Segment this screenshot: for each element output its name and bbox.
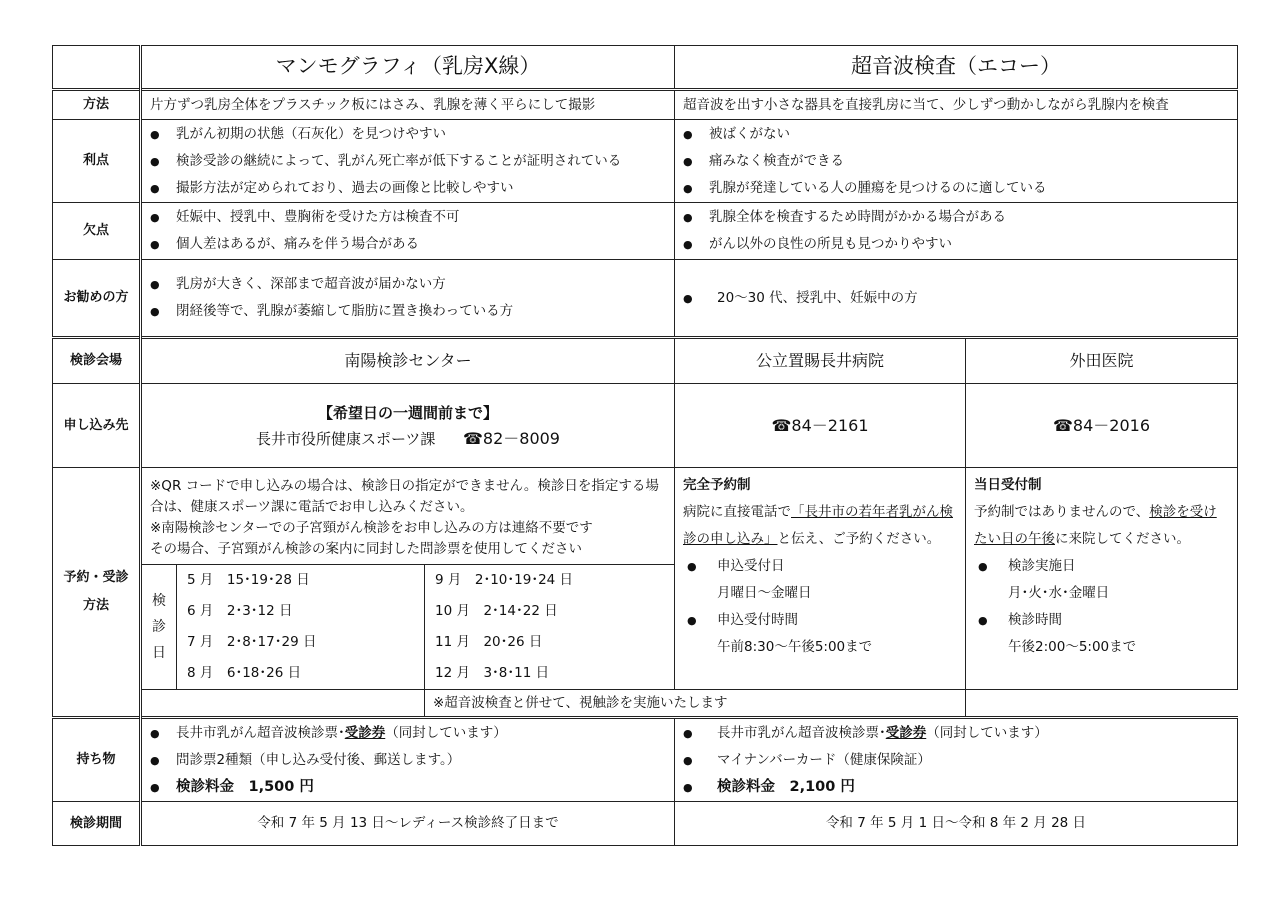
list-item: ● がん以外の良性の所見も見つかりやすい	[683, 231, 1231, 258]
apply-office: 長井市役所健康スポーツ課	[256, 429, 436, 448]
list-item	[683, 720, 1231, 747]
list-item: ● 検診料金 1,500 円	[150, 774, 668, 801]
bring-ticket-underlined: 受診券	[344, 724, 386, 741]
date-row: 11 月 20･26 日	[435, 634, 543, 650]
list-item: ● 乳腺が発達している人の腫瘍を見つけるのに適している	[683, 175, 1231, 202]
bring-ultrasound	[675, 718, 1238, 802]
venue-nanyo: 南陽検診センター	[141, 338, 675, 384]
label-venue: 検診会場	[53, 338, 141, 384]
dates-bottom-spacer	[141, 690, 425, 718]
bring-mammography	[141, 718, 675, 802]
apply-okitama-tel: ☎84－2161	[675, 384, 966, 468]
sotoda-title: 当日受付制	[974, 477, 1042, 493]
exam-day-label	[141, 565, 177, 690]
list-item: ● 検診受診の継続によって、乳がん死亡率が低下することが証明されている	[150, 148, 668, 175]
sotoda-time: 午後2:00～5:00まで	[1008, 639, 1137, 655]
label-bring: 持ち物	[53, 718, 141, 802]
qr-note-2: ※南陽検診センターでの子宮頸がん検診をお申し込みの方は連絡不要です	[150, 520, 593, 536]
okitama-accept-day-label: ● 申込受付日	[683, 553, 957, 580]
qr-note-1: ※QR コードで申し込みの場合は、検診日の指定ができません。検診日を指定する場合は、健康スポーツ課に電話でお申し込みください。	[150, 478, 659, 515]
advantages-ultrasound	[675, 120, 1238, 203]
label-advantages: 利点	[53, 120, 141, 203]
label-period: 検診期間	[53, 802, 141, 846]
sotoda-day-label: ● 検診実施日	[974, 553, 1229, 580]
list-item: ● 乳がん初期の状態（石灰化）を見つけやすい	[150, 121, 668, 148]
label-disadvantages: 欠点	[53, 203, 141, 260]
date-row: 6 月 2･3･12 日	[187, 603, 293, 619]
list-item: ● 乳腺全体を検査するため時間がかかる場合がある	[683, 204, 1231, 231]
venue-okitama: 公立置賜長井病院	[675, 338, 966, 384]
mammography-header: マンモグラフィ（乳房X線）	[141, 46, 675, 90]
list-item: ● 20～30 代、授乳中、妊娠中の方	[683, 285, 1231, 312]
apply-deadline: 【希望日の一週間前まで】	[317, 403, 498, 422]
date-row: 9 月 2･10･19･24 日	[435, 572, 574, 588]
list-item	[150, 720, 668, 747]
apply-office-line	[142, 426, 674, 452]
apply-nanyo	[141, 384, 675, 468]
label-reservation-text: 予約・受診方法	[63, 570, 129, 613]
label-apply: 申し込み先	[53, 384, 141, 468]
method-mammography: 片方ずつ乳房全体をプラスチック板にはさみ、乳腺を薄く平らにして撮影	[141, 90, 675, 120]
okitama-text	[683, 499, 957, 553]
list-item: ● 個人差はあるが、痛みを伴う場合がある	[150, 231, 668, 258]
method-ultrasound: 超音波を出す小さな器具を直接乳房に当て、少しずつ動かしながら乳腺内を検査	[675, 90, 1238, 120]
recommended-ultrasound	[675, 260, 1238, 338]
reservation-okitama	[675, 468, 966, 690]
exam-day-text: 検診日	[152, 593, 166, 661]
sotoda-day: 月･火･水･金曜日	[1008, 585, 1110, 601]
list-item: ● マイナンバーカード（健康保険証）	[683, 747, 1231, 774]
palpation-note: ※超音波検査と併せて、視触診を実施いたします	[425, 690, 966, 718]
list-item: ● 妊娠中、授乳中、豊胸術を受けた方は検査不可	[150, 204, 668, 231]
dates-right	[425, 565, 675, 690]
okitama-accept-day: 月曜日～金曜日	[717, 585, 812, 601]
comparison-table	[52, 45, 1238, 846]
date-row: 7 月 2･8･17･29 日	[187, 634, 317, 650]
disadvantages-mammography	[141, 203, 675, 260]
label-reservation	[53, 468, 141, 718]
sotoda-text-underlined: 検診を受けたい日の午後	[974, 504, 1217, 547]
bring-ticket-text: 長井市乳がん超音波検診票･	[717, 724, 886, 741]
list-item: ● 閉経後等で、乳腺が萎縮して脂肪に置き換わっている方	[150, 298, 668, 325]
date-row: 8 月 6･18･26 日	[187, 665, 302, 681]
apply-office-tel: ☎82－8009	[462, 428, 560, 448]
qr-note	[141, 468, 675, 565]
advantages-mammography	[141, 120, 675, 203]
list-item: ● 問診票2種類（申し込み受付後、郵送します。）	[150, 747, 668, 774]
label-recommended: お勧めの方	[53, 260, 141, 338]
venue-sotoda: 外田医院	[966, 338, 1238, 384]
sotoda-time-label: ● 検診時間	[974, 607, 1229, 634]
sotoda-text	[974, 499, 1229, 553]
okitama-accept-time-label: ● 申込受付時間	[683, 607, 957, 634]
bring-ticket-note: （同封しています）	[926, 724, 1048, 741]
list-item: ● 痛みなく検査ができる	[683, 148, 1231, 175]
date-row: 10 月 2･14･22 日	[435, 603, 558, 619]
corner-cell	[53, 46, 141, 90]
disadvantages-ultrasound	[675, 203, 1238, 260]
period-ultrasound: 令和 7 年 5 月 1 日～令和 8 年 2 月 28 日	[675, 802, 1238, 846]
okitama-text-2: と伝え、ご予約ください。	[777, 531, 941, 547]
recommended-mammography	[141, 260, 675, 338]
qr-note-3: その場合、子宮頸がん検診の案内に同封した問診票を使用してください	[150, 541, 582, 557]
okitama-text-1: 病院に直接電話で	[683, 504, 791, 520]
period-mammography: 令和 7 年 5 月 13 日～レディース検診終了日まで	[141, 802, 675, 846]
bring-ticket-underlined: 受診券	[885, 724, 927, 741]
okitama-title: 完全予約制	[683, 477, 751, 493]
sotoda-text-1: 予約制ではありませんので、	[974, 504, 1150, 520]
list-item: ● 乳房が大きく、深部まで超音波が届かない方	[150, 271, 668, 298]
list-item: ● 被ばくがない	[683, 121, 1231, 148]
label-method: 方法	[53, 90, 141, 120]
date-row: 12 月 3･8･11 日	[435, 665, 550, 681]
date-row: 5 月 15･19･28 日	[187, 572, 310, 588]
apply-sotoda-tel: ☎84－2016	[966, 384, 1238, 468]
reservation-sotoda	[966, 468, 1238, 690]
okitama-text-underlined: 「長井市の若年者乳がん検診の申し込み」	[683, 504, 953, 547]
list-item: ● 検診料金 2,100 円	[683, 774, 1231, 801]
bring-ticket-text: 長井市乳がん超音波検診票･	[176, 724, 345, 741]
list-item: ● 撮影方法が定められており、過去の画像と比較しやすい	[150, 175, 668, 202]
dates-left	[177, 565, 425, 690]
okitama-accept-time: 午前8:30～午後5:00まで	[717, 639, 873, 655]
bring-ticket-note: （同封しています）	[385, 724, 507, 741]
sotoda-text-2: に来院してください。	[1055, 531, 1190, 547]
ultrasound-header: 超音波検査（エコー）	[675, 46, 1238, 90]
